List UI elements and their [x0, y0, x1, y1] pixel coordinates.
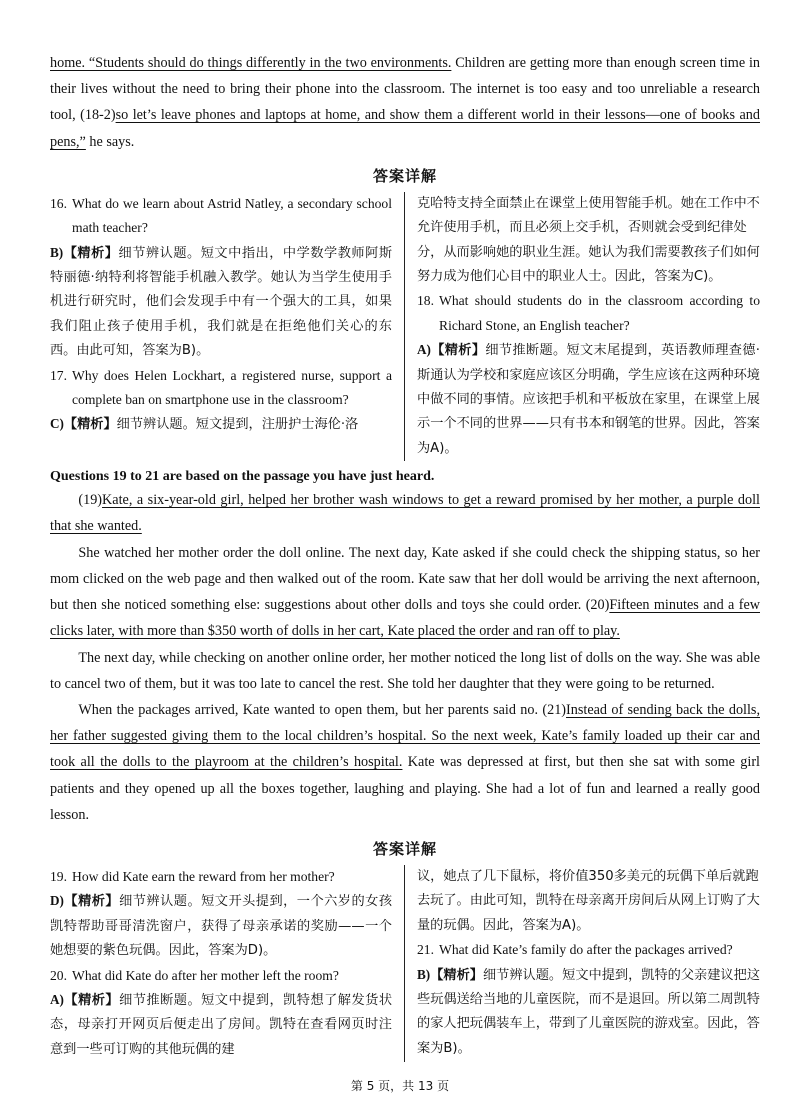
answer-20-continued: 议，她点了几下鼠标，将价值350多美元的玩偶下单后就跑去玩了。由此可知，凯特在母亲离开房间后从网上订购了大量的玩偶。因此，答案为A)。 — [417, 868, 760, 933]
analysis-tag: 【精析】 — [430, 343, 486, 359]
question-21 — [417, 938, 760, 962]
passage-paragraph-4 — [50, 697, 760, 828]
analysis-tag: 【精析】 — [63, 245, 119, 261]
passage-paragraph-3: The next day, while checking on another online order, her mother noticed the long list of dolls on the way. She was able to cancel two of them, but it was too late to cancel the rest. She told her daughter that they were going to be returned. — [50, 649, 760, 692]
answers-block-1 — [50, 192, 760, 461]
underlined-sentence: Kate, a six-year-old girl, helped her brother wash windows to get a reward promised by her mother, a purple doll that she wanted. — [50, 492, 760, 535]
passage-text: When the packages arrived, Kate wanted to open them, but her parents said no. (21) — [78, 701, 567, 718]
underlined-sentence: Fifteen minutes and a few clicks later, with more than $350 worth of dolls in her cart, Kate placed the order and ran off to play. — [50, 597, 760, 640]
answer-20 — [50, 988, 392, 1062]
question-number: 21. — [417, 942, 434, 958]
answer-letter: B) — [50, 244, 64, 260]
analysis-tag: 【精析】 — [63, 417, 117, 433]
question-text: What did Kate do after her mother left the room? — [72, 967, 339, 983]
question-16 — [50, 192, 392, 241]
answers-right-column — [405, 192, 760, 461]
analysis-tag: 【精析】 — [430, 967, 483, 983]
answer-17 — [50, 412, 392, 437]
answers-title: 答案详解 — [372, 839, 437, 858]
question-17 — [50, 364, 392, 413]
question-text: What do we learn about Astrid Natley, a secondary school math teacher? — [72, 195, 392, 236]
analysis-text: 细节辨认题。短文开头提到，一个六岁的女孩凯特帮助哥哥清洗窗户，获得了母亲承诺的奖励——一个她想要的紫色玩偶。因此，答案为D)。 — [50, 894, 393, 959]
answer-letter: A) — [417, 342, 431, 358]
passage-text: Children are getting more than enough screen time in their lives without the need to bring their phone into the classroom. The internet is too easy and too unreliable a research tool, (18-2) — [50, 55, 760, 124]
question-18 — [417, 289, 760, 338]
question-20 — [50, 964, 392, 988]
passage-text: he says. — [85, 133, 135, 150]
question-19 — [50, 865, 392, 889]
marker-19: (19) — [78, 492, 103, 509]
answer-letter: A) — [50, 991, 64, 1007]
answers-right-column — [405, 865, 760, 1062]
question-text: What should students do in the classroom according to Richard Stone, an English teacher? — [439, 293, 760, 333]
question-text: What did Kate’s family do after the packages arrived? — [439, 942, 733, 958]
page-footer: 第 5 页，共 13 页 — [350, 1079, 450, 1093]
answer-19 — [50, 889, 392, 963]
underlined-sentence: Instead of sending back the dolls, her father suggested giving them to the local children’s hospital. So the next week, Kate’s family loaded up their car and took all the dolls to the playroom at the children’s hospital. — [50, 701, 760, 771]
analysis-tag: 【精析】 — [63, 992, 120, 1008]
passage-continuation — [50, 0, 760, 155]
answers-left-column — [50, 865, 405, 1062]
analysis-text: 细节辨认题。短文中指出，中学数学教师阿斯特丽德·纳特利将智能手机融入教学。她认为当学生使用手机进行研究时，他们会发现手中有一个强大的工具，如果我们阻止孩子使用手机，我们就是在拒绝他们关心的东西。由此可知，答案为B)。 — [50, 245, 393, 359]
question-number: 17. — [50, 367, 67, 383]
underlined-sentence: so let’s leave phones and laptops at home, and show them a different world in their lessons—one of books and pens,” — [50, 107, 760, 150]
question-number: 20. — [50, 967, 67, 983]
analysis-text: 细节辨认题。短文中提到，凯特的父亲建议把这些玩偶送给当地的儿童医院，而不是退回。所以第二周凯特的家人把玩偶装车上，带到了儿童医院的游戏室。因此，答案为B)。 — [417, 967, 761, 1056]
underlined-sentence: home. “Students should do things differently in the two environments. — [50, 55, 452, 71]
answer-21 — [417, 963, 760, 1062]
question-number: 18. — [417, 293, 434, 309]
passage-heading: Questions 19 to 21 are based on the passage you have just heard. — [50, 469, 435, 485]
question-text: How did Kate earn the reward from her mother? — [72, 868, 335, 884]
question-number: 16. — [50, 195, 67, 211]
answers-block-2 — [50, 865, 760, 1062]
question-text: Why does Helen Lockhart, a registered nurse, support a complete ban on smartphone use in the classroom? — [72, 367, 392, 408]
answers-left-column — [50, 192, 405, 461]
analysis-tag: 【精析】 — [63, 894, 120, 910]
analysis-text: 细节推断题。短文中提到，凯特想了解发货状态，母亲打开网页后便走出了房间。凯特在查看网页时注意到一些可订购的其他玩偶的建 — [50, 992, 393, 1057]
answers-title: 答案详解 — [372, 166, 437, 185]
analysis-text: 细节辨认题。短文提到，注册护士海伦·洛 — [116, 417, 359, 433]
passage-paragraph-1 — [50, 487, 760, 539]
passage-text: Kate was depressed at first, but then she sat with some girl patients and they opened up all the boxes together, laughing and playing. She had a lot of fun and learned a really good lesson. — [50, 754, 761, 823]
answer-letter: B) — [417, 966, 431, 982]
answer-letter: C) — [50, 416, 64, 432]
answer-18 — [417, 338, 760, 461]
answer-letter: D) — [50, 893, 64, 909]
analysis-text: 细节推断题。短文末尾提到，英语教师理查德·斯通认为学校和家庭应该区分明确，学生应该在这两种环境中做不同的事情。应该把手机和平板放在家里，在课堂上展示一个不同的世界——只有书本和钢笔的世界。因此，答案为A)。 — [417, 343, 760, 456]
answer-16 — [50, 241, 392, 364]
question-number: 19. — [50, 868, 67, 884]
answer-17-continued: 克哈特支持全面禁止在课堂上使用智能手机。她在工作中不允许使用手机，而且必须上交手机，否则就会受到纪律处分，从而影响她的职业生涯。她认为我们需要教孩子们如何努力成为他们心目中的职业人士。因此，答案为C)。 — [417, 195, 760, 285]
passage-paragraph-2 — [50, 540, 760, 645]
passage-text: She watched her mother order the doll online. The next day, Kate asked if she could check the shipping status, so her mom clicked on the web page and then walked out of the room. Kate saw that her doll would be arriving the next afternoon, but then she noticed something else: suggestions about other dolls and toys she could order. (20) — [50, 544, 760, 614]
